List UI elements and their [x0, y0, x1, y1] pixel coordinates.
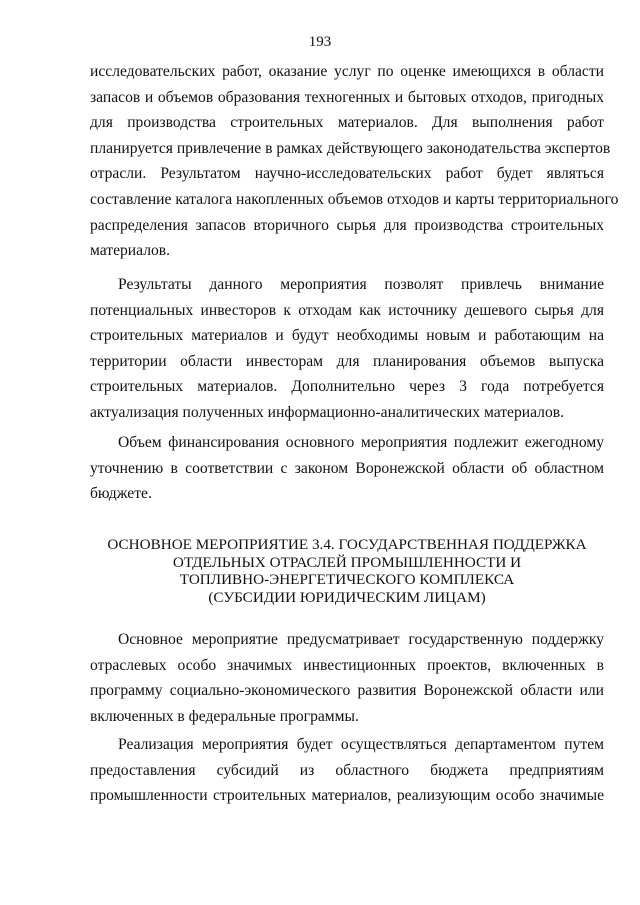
text-line: строительных материалов и будут необходимы новым и работающим на — [90, 327, 604, 345]
heading-line: ОТДЕЛЬНЫХ ОТРАСЛЕЙ ПРОМЫШЛЕННОСТИ И — [172, 553, 522, 571]
text-line: актуализация полученных информационно-аналитических материалов. — [90, 403, 565, 421]
text-line: потенциальных инвесторов к отходам как источнику дешевого сырья для — [90, 301, 604, 319]
text-line: Объем финансирования основного мероприятия подлежит ежегодному — [118, 434, 604, 451]
paragraph-5 — [90, 732, 604, 809]
text-line: отраслевых особо значимых инвестиционных проектов, включенных в — [90, 656, 604, 674]
text-line: включенных в федеральные программы. — [90, 707, 359, 725]
text-line: Реализация мероприятия будет осуществляться департаментом путем — [118, 736, 604, 753]
text-line: запасов и объемов образования техногенных и бытовых отходов, пригодных — [90, 88, 604, 106]
heading-line: (СУБСИДИИ ЮРИДИЧЕСКИМ ЛИЦАМ) — [208, 588, 486, 606]
heading-line: ОСНОВНОЕ МЕРОПРИЯТИЕ 3.4. ГОСУДАРСТВЕННАЯ ПОДДЕРЖКА — [107, 536, 587, 553]
text-line: предоставления субсидий из областного бюджета предприятиям — [90, 761, 604, 779]
page-number: 193 — [308, 34, 332, 50]
text-line: распределения запасов вторичного сырья для производства строительных — [90, 216, 604, 234]
text-line: исследовательских работ, оказание услуг по оценке имеющихся в области — [90, 63, 604, 80]
text-line: материалов. — [90, 242, 171, 260]
text-line: территории области инвесторам для планирования объемов выпуска — [90, 352, 604, 370]
text-line: для производства строительных материалов. Для выполнения работ — [90, 114, 604, 132]
text-line: программу социально-экономического развития Воронежской области или — [90, 682, 604, 700]
text-line: планируется привлечение в рамках действующего законодательства экспертов — [90, 139, 611, 157]
section-heading — [90, 536, 604, 606]
text-line: составление каталога накопленных объемов отходов и карты территориального — [90, 190, 619, 208]
paragraph-1 — [90, 59, 619, 264]
text-line: бюджете. — [90, 485, 152, 503]
text-line: отрасли. Результатом научно-исследовательских работ будет являться — [90, 165, 604, 183]
text-line: Основное мероприятие предусматривает государственную поддержку — [118, 631, 604, 648]
text-line: строительных материалов. Дополнительно через 3 года потребуется — [90, 378, 604, 396]
text-line: уточнению в соответствии с законом Воронежской области об областном — [90, 459, 604, 477]
paragraph-2 — [90, 272, 604, 426]
paragraph-4 — [90, 627, 604, 729]
heading-line: ТОПЛИВНО-ЭНЕРГЕТИЧЕСКОГО КОМПЛЕКСА — [179, 571, 515, 589]
paragraph-3 — [90, 430, 604, 507]
text-line: промышленности строительных материалов, реализующим особо значимые — [90, 787, 604, 805]
text-line: Результаты данного мероприятия позволят привлечь внимание — [118, 276, 604, 293]
